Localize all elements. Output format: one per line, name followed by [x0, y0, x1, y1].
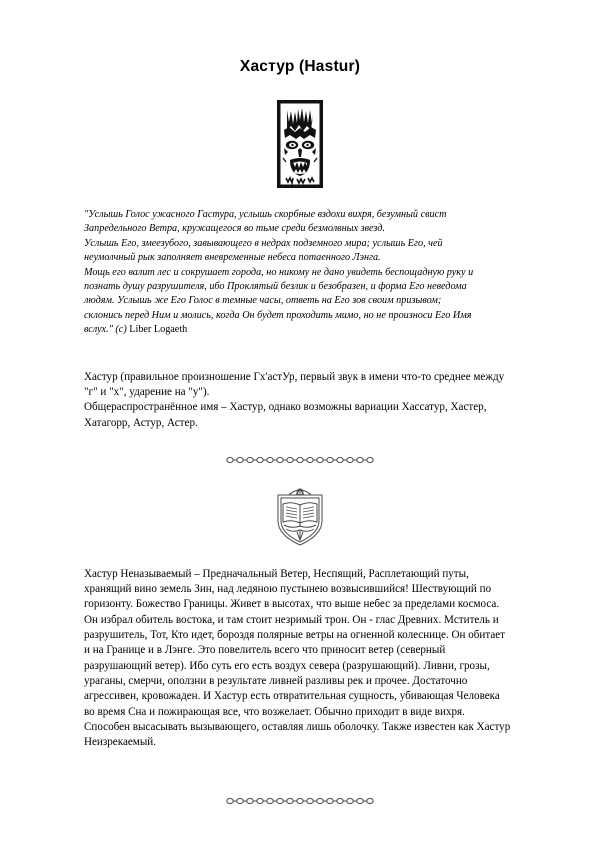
chain-divider-top	[84, 453, 516, 467]
quote-line: "Услышь Голос ужасного Гастура, услышь скорбные вздохи вихря, безумный свист	[84, 209, 447, 220]
quote-source: Liber Logaeth	[129, 324, 188, 336]
body-line: агрессивен, кровожаден. И Хастур есть отвратительная сущность, убивающая Человека	[84, 690, 500, 703]
note-line: Общераспространённое имя – Хастур, однако возможны вариации Хассатур, Хастер,	[84, 401, 487, 414]
quote-line: Мощь его валит лес и сокрушает города, но никому не дано увидеть беспощадную руку и	[84, 266, 474, 278]
quote-attribution-line	[84, 323, 516, 337]
body-line: Способен высасывать вызывающего, оставляя лишь оболочку. Также известен как Хастур	[84, 720, 511, 733]
body-line: разрушающий ветер). Ибо суть его есть воздух севера (разрушающий). Ливни, грозы,	[84, 659, 490, 672]
note-line: "г" и "х", ударение на "у").	[84, 385, 210, 398]
horned-face-woodcut-icon	[277, 100, 323, 188]
body-line: разрушитель, Тот, Кто идет, бороздя полярные ветры на огненной колеснице. Он обитает	[84, 629, 506, 642]
quote-line-final: вслух."	[84, 324, 113, 336]
body-line: Неизрекаемый.	[84, 736, 156, 749]
body-line: горизонту. Божество Границы. Живет в высотах, что выше небес за пределами космоса.	[84, 598, 500, 611]
epigraph-quote	[84, 208, 516, 338]
chain-link-ornament-icon	[224, 454, 376, 466]
body-line: во время Сна и пожирающая все, что возжелает. Обычно приходит в виде вихря.	[84, 705, 465, 718]
quote-line: Услышь Его, змеезубого, завывающего в недрах подземного мира; услышь Его, чей	[84, 237, 443, 249]
open-book-crest-icon	[272, 485, 328, 547]
quote-line: людям. Услышь же Его Голос в темные часы, ответь на Его зов своим призывом;	[84, 295, 442, 307]
quote-line: склонись перед Ним и молись, когда Он будет проходить мимо, но не произноси Его Имя	[84, 309, 472, 321]
chain-link-ornament-icon	[224, 795, 376, 807]
body-line: Он избрал обитель востока, и там стоит незримый трон. Он - глас Древних. Мститель и	[84, 613, 499, 626]
main-description	[84, 567, 516, 751]
body-line: ураганы, смерчи, оползни в результате ливней разливы рек и прочее. Достаточно	[84, 674, 468, 687]
top-emblem-container	[84, 100, 516, 188]
body-line: и на Границе и в Лэнге. Это повелитель всего что приносит ветер (северный	[84, 644, 446, 657]
pronunciation-note	[84, 370, 516, 431]
quote-line: Запредельного Ветра, кружащегося во тьме среди безмолвных звезд.	[84, 223, 385, 235]
note-line: Хастур (правильное произношение Гх'астУр, первый звук в имени что-то среднее между	[84, 370, 505, 383]
copyright-mark: (c)	[112, 324, 130, 336]
note-line: Хатагорр, Астур, Астер.	[84, 416, 198, 429]
page-title: Хастур (Hastur)	[239, 58, 361, 75]
quote-line: неумолчный рык заполняет вневременные небеса потаенного Лэнга.	[84, 252, 381, 264]
body-line: хранящий вино земель Зин, над ледяною пустынею возвысившийся! Шествующий по	[84, 583, 492, 596]
middle-emblem-container	[84, 485, 516, 547]
quote-line: познать душу разрушителя, ибо Проклятый безлик и безобразен, и форма Его неведома	[84, 281, 467, 293]
body-line: Хастур Неназываемый – Предначальный Ветер, Неспящий, Расплетающий путы,	[84, 567, 469, 580]
chain-divider-bottom	[84, 794, 516, 808]
